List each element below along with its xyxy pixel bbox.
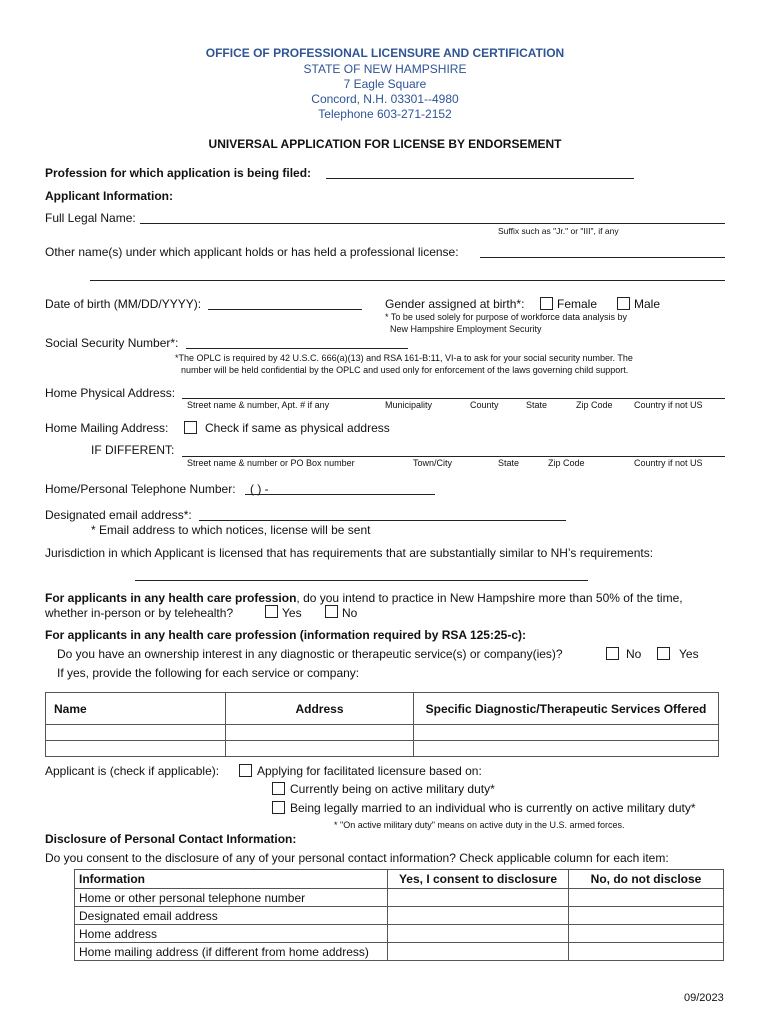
jurisdiction-label: Jurisdiction in which Applicant is licensed that has requirements that are substantially similar to NH’s requirements: (45, 546, 654, 560)
phone-label: Home/Personal Telephone Number: (45, 482, 236, 496)
disclosure-header-no: No, do not disclose (569, 870, 724, 889)
facilitated-checkbox[interactable] (239, 764, 252, 777)
ownership-yes-checkbox[interactable] (657, 647, 670, 660)
form-title: UNIVERSAL APPLICATION FOR LICENSE BY ENDORSEMENT (208, 137, 562, 151)
if-yes-provide: If yes, provide the following for each service or company: (57, 666, 360, 680)
disclosure-header-yes: Yes, I consent to disclosure (388, 870, 569, 889)
table-row (46, 725, 719, 741)
table-row (46, 741, 719, 757)
table-row (75, 943, 724, 961)
full-name-field[interactable] (140, 223, 725, 224)
dob-field[interactable] (208, 309, 362, 310)
ownership-question: Do you have an ownership interest in any diagnostic or therapeutic service(s) or company(ies)? (57, 647, 563, 661)
health-q1-line2: whether in-person or by telehealth? (45, 606, 234, 620)
dob-label: Date of birth (MM/DD/YYYY): (45, 297, 202, 311)
table-row (75, 907, 724, 925)
mailing-hint-state: State (498, 458, 520, 468)
consent-no-cell[interactable] (569, 943, 724, 961)
full-name-label: Full Legal Name: (45, 211, 136, 225)
mailing-hint-town: Town/City (413, 458, 453, 468)
table-row (75, 889, 724, 907)
telehealth-yes-label: Yes (282, 606, 302, 620)
other-names-field-2[interactable] (90, 280, 725, 281)
consent-yes-cell[interactable] (388, 925, 569, 943)
office-city: Concord, N.H. 03301--4980 (311, 92, 459, 106)
telehealth-yes-checkbox[interactable] (265, 605, 278, 618)
disclosure-item: Home address (75, 925, 388, 943)
services-table (45, 692, 719, 757)
services-header-name: Name (46, 693, 226, 725)
other-names-label: Other name(s) under which applicant holds or has held a professional license: (45, 245, 459, 259)
phone-field[interactable] (245, 494, 435, 495)
consent-no-cell[interactable] (569, 925, 724, 943)
profession-field[interactable] (326, 178, 634, 179)
physical-hint-municipality: Municipality (385, 400, 433, 410)
office-phone: Telephone 603-271-2152 (318, 107, 452, 121)
military-spouse-label: Being legally married to an individual who is currently on active military duty* (290, 801, 696, 815)
same-as-physical-label: Check if same as physical address (205, 421, 390, 435)
physical-hint-zip: Zip Code (576, 400, 613, 410)
consent-yes-cell[interactable] (388, 943, 569, 961)
physical-hint-country: Country if not US (634, 400, 703, 410)
table-cell[interactable] (414, 725, 719, 741)
table-row (75, 925, 724, 943)
table-cell[interactable] (226, 725, 414, 741)
gender-note-1: * To be used solely for purpose of workforce data analysis by (385, 312, 627, 322)
disclosure-header-info: Information (75, 870, 388, 889)
health-q1 (45, 591, 683, 605)
consent-no-cell[interactable] (569, 889, 724, 907)
ssn-field[interactable] (186, 348, 408, 349)
home-physical-label: Home Physical Address: (45, 386, 176, 400)
table-cell[interactable] (226, 741, 414, 757)
consent-yes-cell[interactable] (388, 889, 569, 907)
mailing-hint-street: Street name & number or PO Box number (187, 458, 355, 468)
same-as-physical-checkbox[interactable] (184, 421, 197, 434)
gender-female-label: Female (557, 297, 598, 311)
disclosure-item: Home or other personal telephone number (75, 889, 388, 907)
table-cell[interactable] (414, 741, 719, 757)
physical-hint-state: State (526, 400, 548, 410)
table-cell[interactable] (46, 741, 226, 757)
health-q1-bold: For applicants in any health care profession (45, 591, 297, 605)
military-spouse-checkbox[interactable] (272, 801, 285, 814)
other-names-field[interactable] (480, 257, 725, 258)
disclosure-item: Designated email address (75, 907, 388, 925)
disclosure-item: Home mailing address (if different from home address) (75, 943, 388, 961)
gender-male-label: Male (634, 297, 661, 311)
services-header-address: Address (226, 693, 414, 725)
disclosure-table (74, 869, 724, 961)
gender-female-checkbox[interactable] (540, 297, 553, 310)
disclosure-heading: Disclosure of Personal Contact Information: (45, 832, 297, 846)
military-note: * "On active military duty" means on active duty in the U.S. armed forces. (334, 820, 625, 830)
military-active-label: Currently being on active military duty* (290, 782, 495, 796)
home-mailing-label: Home Mailing Address: (45, 421, 169, 435)
jurisdiction-field[interactable] (135, 580, 588, 581)
gender-note-2: New Hampshire Employment Security (390, 324, 542, 334)
profession-label: Profession for which application is being filed: (45, 166, 312, 180)
office-street: 7 Eagle Square (343, 77, 427, 91)
applicant-is-label: Applicant is (check if applicable): (45, 764, 220, 778)
ownership-no-checkbox[interactable] (606, 647, 619, 660)
ssn-label: Social Security Number*: (45, 336, 179, 350)
home-physical-field[interactable] (182, 398, 725, 399)
email-field[interactable] (199, 520, 566, 521)
physical-hint-street: Street name & number, Apt. # if any (187, 400, 330, 410)
telehealth-no-checkbox[interactable] (325, 605, 338, 618)
state-name: STATE OF NEW HAMPSHIRE (303, 62, 467, 76)
table-cell[interactable] (46, 725, 226, 741)
ssn-note-1: *The OPLC is required by 42 U.S.C. 666(a)(13) and RSA 161-B:11, VI-a to ask for your social security number. The (175, 353, 633, 363)
ownership-yes-label: Yes (679, 647, 699, 661)
military-active-checkbox[interactable] (272, 782, 285, 795)
services-header-services: Specific Diagnostic/Therapeutic Services Offered (414, 693, 719, 725)
disclosure-question: Do you consent to the disclosure of any of your personal contact information? Check applicable column for each item: (45, 851, 669, 865)
health-q2-heading: For applicants in any health care profession (information required by RSA 125:25-c): (45, 628, 526, 642)
ssn-note-2: number will be held confidential by the OPLC and used only for enforcement of the laws governing child support. (181, 365, 629, 375)
phone-template: ( ) - (250, 482, 269, 496)
if-different-label: IF DIFFERENT: (91, 443, 175, 457)
email-note: * Email address to which notices, license will be sent (91, 523, 371, 537)
health-q1-rest: , do you intend to practice in New Hampshire more than 50% of the time, (296, 591, 683, 605)
ownership-no-label: No (626, 647, 642, 661)
mailing-hint-zip: Zip Code (548, 458, 585, 468)
mailing-hint-country: Country if not US (634, 458, 703, 468)
email-label: Designated email address*: (45, 508, 192, 522)
home-mailing-field[interactable] (182, 456, 725, 457)
physical-hint-county: County (470, 400, 499, 410)
office-title: OFFICE OF PROFESSIONAL LICENSURE AND CERTIFICATION (205, 46, 565, 60)
facilitated-label: Applying for facilitated licensure based on: (257, 764, 482, 778)
suffix-hint: Suffix such as "Jr." or "III", if any (498, 226, 619, 236)
footer-date: 09/2023 (684, 992, 724, 1004)
gender-male-checkbox[interactable] (617, 297, 630, 310)
consent-yes-cell[interactable] (388, 907, 569, 925)
applicant-info-heading: Applicant Information: (45, 189, 173, 203)
gender-label: Gender assigned at birth*: (385, 297, 525, 311)
telehealth-no-label: No (342, 606, 358, 620)
consent-no-cell[interactable] (569, 907, 724, 925)
